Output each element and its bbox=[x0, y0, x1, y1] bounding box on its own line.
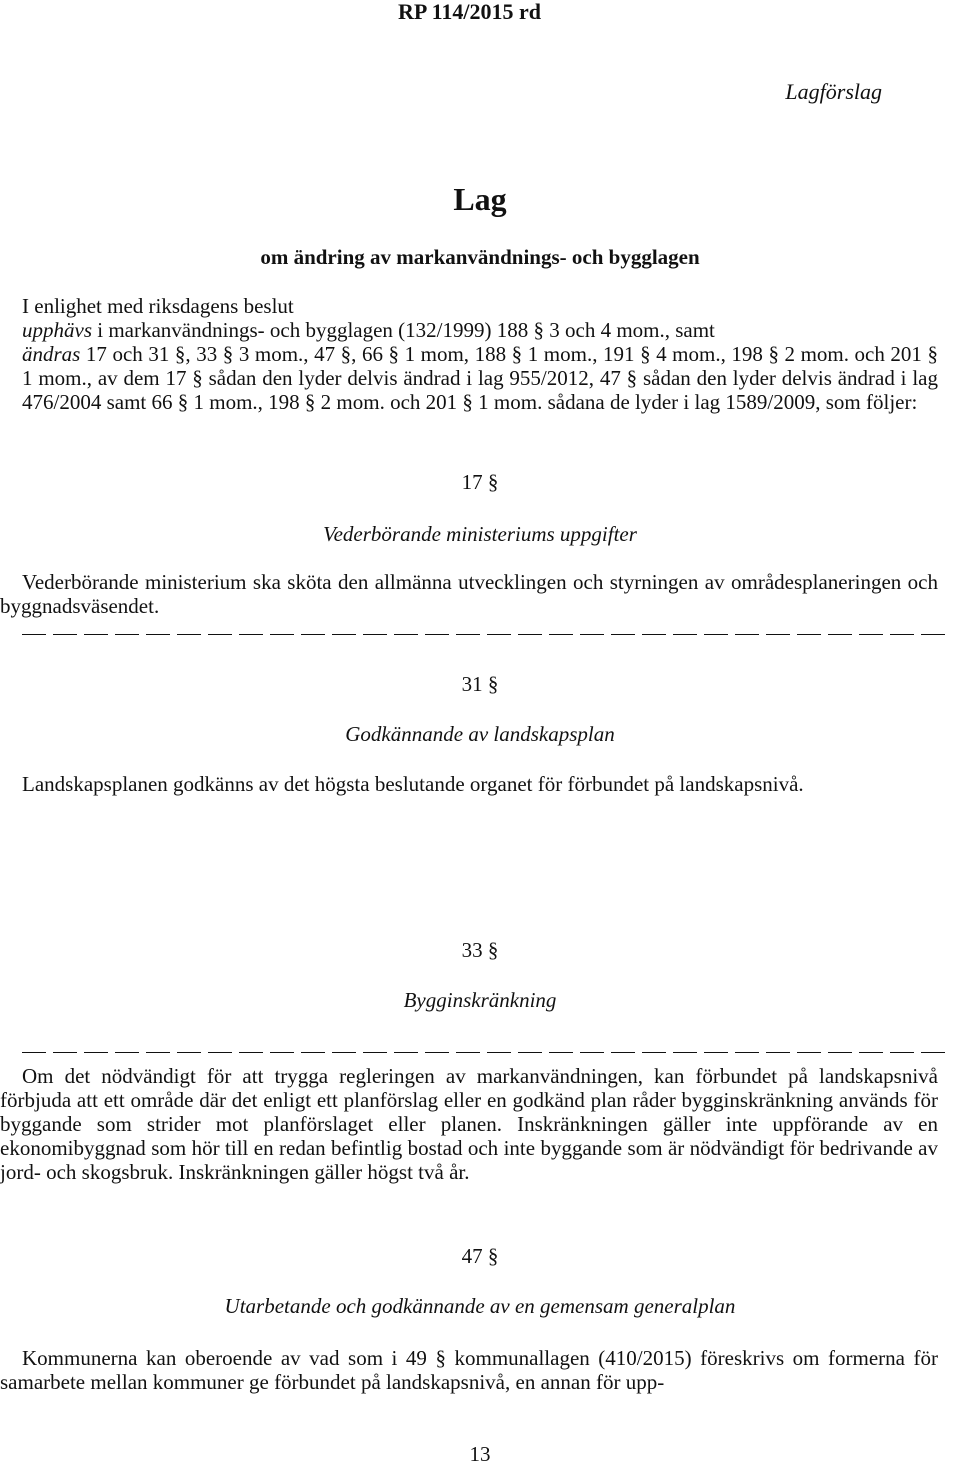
omission-dash bbox=[921, 1052, 945, 1053]
omission-dash bbox=[549, 634, 573, 635]
section-title: Utarbetande och godkännande av en gemensam generalplan bbox=[224, 1294, 736, 1318]
section-label: Lagförslag bbox=[785, 79, 882, 104]
section-title: Bygginskränkning bbox=[403, 988, 557, 1012]
omission-dash bbox=[84, 634, 108, 635]
omission-dash bbox=[735, 1052, 759, 1053]
section-text bbox=[0, 772, 938, 796]
section-paragraph: Vederbörande ministerium ska sköta den allmänna utvecklingen och styrningen av områdesplaneringen och byggnadsväsendet. bbox=[0, 570, 938, 618]
section-text bbox=[0, 570, 938, 618]
omission-dash bbox=[828, 1052, 852, 1053]
omission-dash bbox=[146, 1052, 170, 1053]
omission-dash bbox=[859, 634, 883, 635]
repeal-clause bbox=[22, 318, 938, 342]
section-number: 17 § bbox=[461, 470, 499, 494]
omission-dash bbox=[766, 1052, 790, 1053]
omission-dash bbox=[84, 1052, 108, 1053]
omission-dash bbox=[518, 1052, 542, 1053]
omission-dash bbox=[673, 634, 697, 635]
omission-dash bbox=[797, 634, 821, 635]
amend-clause bbox=[22, 342, 938, 414]
omission-dash bbox=[704, 1052, 728, 1053]
omission-dash bbox=[642, 1052, 666, 1053]
section-title: Godkännande av landskapsplan bbox=[345, 722, 615, 746]
page-number: 13 bbox=[469, 1442, 491, 1466]
omission-dash bbox=[735, 634, 759, 635]
omission-dash bbox=[270, 634, 294, 635]
omission-dash bbox=[363, 634, 387, 635]
law-title: Lag bbox=[453, 181, 507, 217]
omission-dash bbox=[301, 634, 325, 635]
omission-dash bbox=[859, 1052, 883, 1053]
section-number: 47 § bbox=[461, 1244, 499, 1268]
omission-line bbox=[22, 1052, 938, 1056]
repeal-keyword: upphävs bbox=[22, 318, 92, 342]
omission-dash bbox=[549, 1052, 573, 1053]
omission-dash bbox=[797, 1052, 821, 1053]
omission-dash bbox=[332, 634, 356, 635]
omission-dash bbox=[921, 634, 945, 635]
document-id: RP 114/2015 rd bbox=[398, 0, 542, 24]
omission-dash bbox=[611, 1052, 635, 1053]
omission-dash bbox=[673, 1052, 697, 1053]
omission-dash bbox=[332, 1052, 356, 1053]
omission-dash bbox=[487, 634, 511, 635]
repeal-text: i markanvändnings- och bygglagen (132/1999) 188 § 3 och 4 mom., samt bbox=[92, 318, 715, 342]
omission-dash bbox=[363, 1052, 387, 1053]
omission-dash bbox=[766, 634, 790, 635]
omission-dash bbox=[22, 1052, 46, 1053]
section-title: Vederbörande ministeriums uppgifter bbox=[323, 522, 637, 546]
omission-dash bbox=[890, 634, 914, 635]
omission-dash bbox=[239, 1052, 263, 1053]
omission-dash bbox=[642, 634, 666, 635]
section-text bbox=[0, 1064, 938, 1184]
omission-dash bbox=[239, 634, 263, 635]
section-paragraph: Kommunerna kan oberoende av vad som i 49 § kommunallagen (410/2015) föreskrivs om formerna för samarbete mellan kommuner ge förbundet på landskapsnivå, en annan för upp- bbox=[0, 1346, 938, 1394]
amend-text: 17 och 31 §, 33 § 3 mom., 47 §, 66 § 1 mom, 188 § 1 mom., 191 § 4 mom., 198 § 2 mom. och 201 § 1 mom., av dem 17 § sådan den lyder delvis ändrad i lag 955/2012, 47 § sådan den lyder delvis ändrad i lag 476/2004 samt 66 § 1 mom., 198 § 2 mom. och 201 § 1 mom. sådana de lyder i lag 1589/2009, som följer: bbox=[22, 342, 938, 414]
omission-dash bbox=[580, 1052, 604, 1053]
omission-dash bbox=[270, 1052, 294, 1053]
omission-dash bbox=[704, 634, 728, 635]
omission-dash bbox=[53, 1052, 77, 1053]
omission-dash bbox=[456, 1052, 480, 1053]
omission-dash bbox=[146, 634, 170, 635]
law-subtitle: om ändring av markanvändnings- och bygglagen bbox=[260, 245, 700, 269]
omission-dash bbox=[208, 1052, 232, 1053]
omission-line bbox=[22, 634, 938, 638]
intro-line: I enlighet med riksdagens beslut bbox=[22, 294, 294, 318]
omission-dash bbox=[394, 634, 418, 635]
omission-dash bbox=[890, 1052, 914, 1053]
omission-dash bbox=[394, 1052, 418, 1053]
law-intro bbox=[22, 294, 938, 414]
omission-dash bbox=[828, 634, 852, 635]
omission-dash bbox=[115, 634, 139, 635]
omission-dash bbox=[456, 634, 480, 635]
omission-dash bbox=[177, 1052, 201, 1053]
omission-dash bbox=[425, 634, 449, 635]
section-number: 31 § bbox=[461, 672, 499, 696]
section-paragraph: Landskapsplanen godkänns av det högsta beslutande organet för förbundet på landskapsnivå. bbox=[22, 772, 804, 796]
omission-dash bbox=[580, 634, 604, 635]
omission-dash bbox=[487, 1052, 511, 1053]
section-paragraph: Om det nödvändigt för att trygga regleringen av markanvändningen, kan förbundet på landskapsnivå förbjuda att ett område där det enligt ett planförslag eller en godkänd plan råder bygginskränkning används för byggande som strider mot planförslaget eller planen. Inskränkningen gäller inte uppförande av en ekonomibyggnad som hör till en redan befintlig bostad och inte byggande som är nödvändigt för bedrivande av jord- och skogsbruk. Inskränkningen gäller högst två år. bbox=[0, 1064, 938, 1184]
section-number: 33 § bbox=[461, 938, 499, 962]
omission-dash bbox=[611, 634, 635, 635]
omission-dash bbox=[115, 1052, 139, 1053]
omission-dash bbox=[425, 1052, 449, 1053]
section-text bbox=[0, 1346, 938, 1394]
omission-dash bbox=[177, 634, 201, 635]
omission-dash bbox=[22, 634, 46, 635]
omission-dash bbox=[301, 1052, 325, 1053]
omission-dash bbox=[53, 634, 77, 635]
omission-dash bbox=[208, 634, 232, 635]
omission-dash bbox=[518, 634, 542, 635]
amend-keyword: ändras bbox=[22, 342, 81, 366]
